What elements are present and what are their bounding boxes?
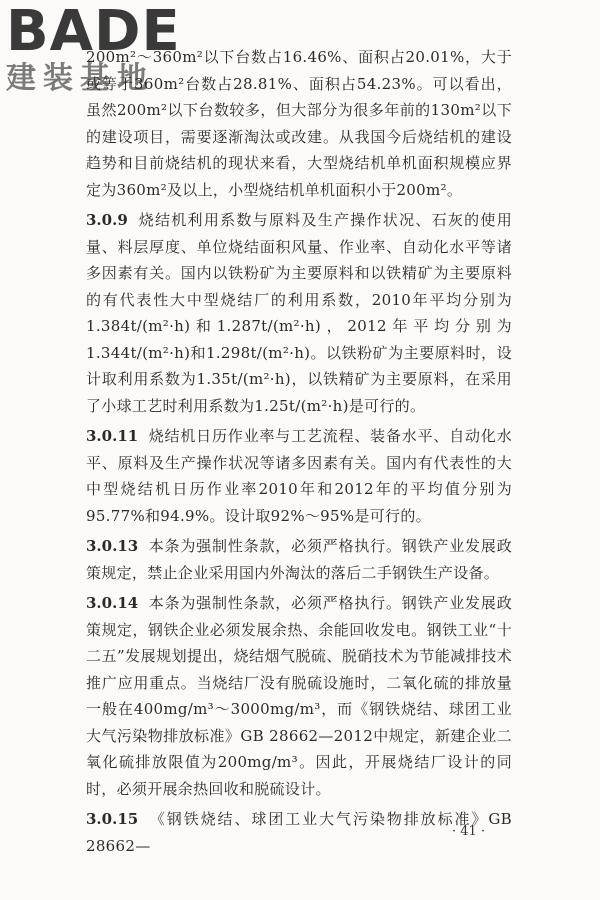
paragraph: [86, 590, 512, 802]
document-body: [86, 44, 512, 863]
paragraph: [86, 423, 512, 529]
clause-number: 3.0.11: [86, 427, 139, 445]
paragraph: [86, 44, 512, 203]
paragraph-text: 《钢铁烧结、球团工业大气污染物排放标准》GB 28662—: [86, 810, 512, 855]
logo-subtitle: 建装基地: [6, 61, 154, 96]
paragraph-text: 本条为强制性条款，必须严格执行。钢铁产业发展政策规定，禁止企业采用国内外淘汰的落后二手钢铁生产设备。: [86, 537, 512, 582]
paragraph: [86, 533, 512, 586]
page-number: · 41 ·: [452, 824, 486, 839]
clause-number: 3.0.14: [86, 594, 139, 612]
paragraph-text: 烧结机利用系数与原料及生产操作状况、石灰的使用量、料层厚度、单位烧结面积风量、作业率、自动化水平等诸多因素有关。国内以铁粉矿为主要原料和以铁精矿为主要原料的有代表性大中型烧结厂的利用系数，2010年平均分别为1.384t/(m²·h)和1.287t/(m²·h)，2012年平均分别为1.344t/(m²·h)和1.298t/(m²·h)。以铁粉矿为主要原料时，设计取利用系数为1.35t/(m²·h)，以铁精矿为主要原料，在采用了小球工艺时利用系数为1.25t/(m²·h)是可行的。: [86, 211, 512, 415]
paragraph-text: 本条为强制性条款，必须严格执行。钢铁产业发展政策规定，钢铁企业必须发展余热、余能回收发电。钢铁工业“十二五”发展规划提出，烧结烟气脱硫、脱硝技术为节能减排技术推广应用重点。当烧结厂没有脱硫设施时，二氧化硫的排放量一般在400mg/m³～3000mg/m³，而《钢铁烧结、球团工业大气污染物排放标准》GB 28662—2012中规定，新建企业二氧化硫排放限值为200mg/m³。因此，开展烧结厂设计的同时，必须开展余热回收和脱硫设计。: [86, 594, 512, 798]
logo-brand: BADE: [6, 0, 181, 64]
clause-number: 3.0.13: [86, 537, 139, 555]
paragraph: [86, 207, 512, 419]
paragraph-text: 烧结机日历作业率与工艺流程、装备水平、自动化水平、原料及生产操作状况等诸多因素有关。国内有代表性的大中型烧结机日历作业率2010年和2012年的平均值分别为95.77%和94.9%。设计取92%～95%是可行的。: [86, 427, 512, 525]
clause-number: 3.0.9: [86, 211, 128, 229]
paragraph: [86, 806, 512, 859]
paragraph-text: 200m²～360m²以下台数占16.46%、面积占20.01%，大于或等于360m²台数占28.81%、面积占54.23%。可以看出，虽然200m²以下台数较多，但大部分为很多年前的130m²以下的建设项目，需要逐渐淘汰或改建。从我国今后烧结机的建设趋势和目前烧结机的现状来看，大型烧结机单机面积规模应界定为360m²及以上，小型烧结机单机面积小于200m²。: [86, 48, 512, 199]
clause-number: 3.0.15: [86, 810, 139, 828]
